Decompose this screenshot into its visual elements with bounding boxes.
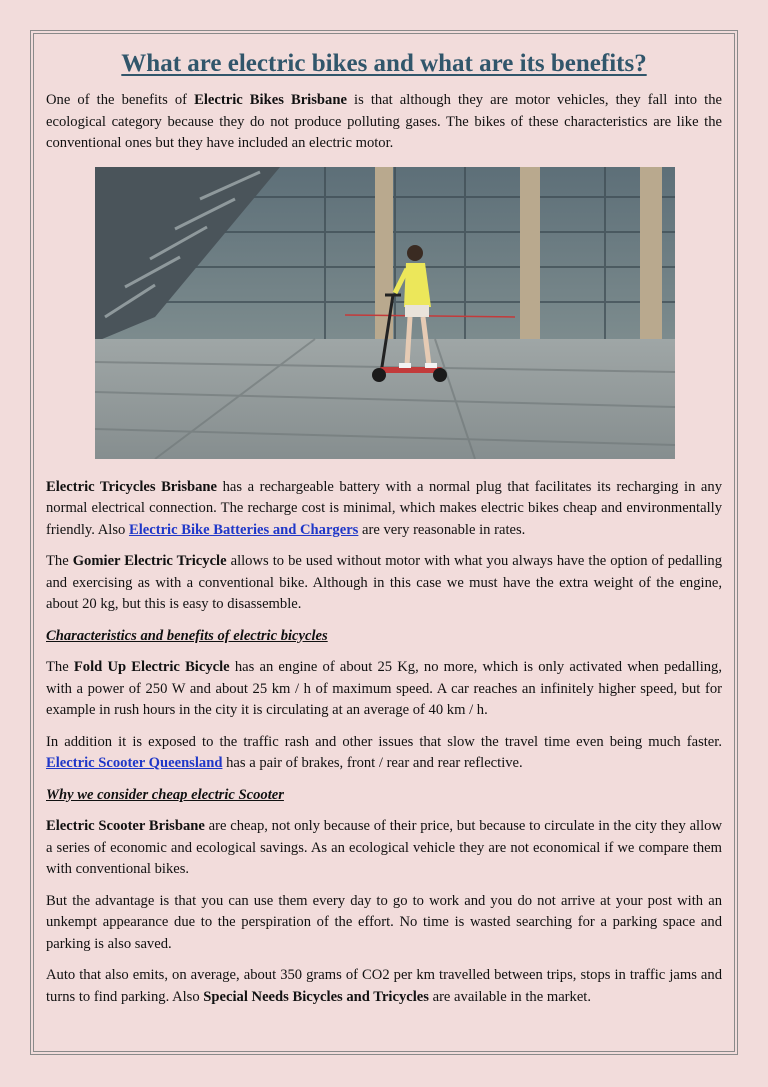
scooter-photo-image: [95, 167, 675, 459]
keyword-electric-scooter-brisbane: Electric Scooter Brisbane: [46, 818, 205, 834]
paragraph-fold-up: The Fold Up Electric Bicycle has an engine of about 25 Kg, no more, which is only activated when pedalling, with a power of 250 W and about 25 km / h of maximum speed. A car reaches an infinitely higher speed, but for example in rush hours in the city it is circulating at an average of 40 km / h.: [46, 659, 722, 718]
page-title: What are electric bikes and what are its benefits?: [121, 50, 647, 77]
paragraph-advantage: But the advantage is that you can use them every day to go to work and you do not arrive at your post with an unkempt appearance due to the perspiration of the effort. No time is wasted searching for a parking space and parking is also saved.: [46, 892, 722, 952]
paragraph-gomier: The Gomier Electric Tricycle allows to be used without motor with what you always have the option of pedalling and exercising as with a conventional bike. Although in this case we must have the extra weight of the engine, about 20 kg, but this is easy to disassemble.: [46, 553, 722, 612]
link-electric-scooter-queensland[interactable]: Electric Scooter Queensland: [46, 755, 223, 771]
keyword-electric-bikes-brisbane: Electric Bikes Brisbane: [194, 92, 347, 108]
keyword-gomier-electric-tricycle: Gomier Electric Tricycle: [72, 553, 227, 569]
keyword-fold-up-electric-bicycle: Fold Up Electric Bicycle: [73, 659, 230, 675]
document-body: [46, 44, 722, 1018]
paragraph-traffic: In addition it is exposed to the traffic rash and other issues that slow the travel time even being much faster. Electric Scooter Queensland has a pair of brakes, front / rear and rear reflective.: [46, 733, 722, 771]
paragraph-emissions: Auto that also emits, on average, about 350 grams of CO2 per km travelled between trips, stops in traffic jams and turns to find parking. Also Special Needs Bicycles and Tricycles are available in the market.: [46, 967, 722, 1005]
scooter-photo: [95, 167, 675, 459]
link-bike-batteries-chargers[interactable]: Electric Bike Batteries and Chargers: [128, 521, 359, 538]
paragraph-tricycles: Electric Tricycles Brisbane has a rechargeable battery with a normal plug that facilitates its recharging in any normal electrical connection. The recharge cost is minimal, which makes electric bikes cheap and environmentally friendly. Also Electric Bike Batteries and Chargers are very reasonable in rates.: [46, 478, 722, 538]
subheading-cheap-scooter: Why we consider cheap electric Scooter: [46, 786, 284, 803]
paragraph-intro: One of the benefits of Electric Bikes Brisbane is that although they are motor vehicles, they fall into the ecological category because they do not produce polluting gases. The bikes of these characteristics are like the conventional ones but they have included an electric motor.: [46, 92, 722, 151]
keyword-electric-tricycles-brisbane: Electric Tricycles Brisbane: [46, 478, 218, 495]
keyword-special-needs-bicycles: Special Needs Bicycles and Tricycles: [203, 988, 429, 1005]
subheading-characteristics: Characteristics and benefits of electric bicycles: [46, 627, 328, 644]
paragraph-scooter-brisbane: Electric Scooter Brisbane are cheap, not only because of their price, but because to circulate in the city they allow a series of economic and ecological savings. As an ecological vehicle they are not economical if we compare them with conventional bikes.: [46, 818, 722, 877]
